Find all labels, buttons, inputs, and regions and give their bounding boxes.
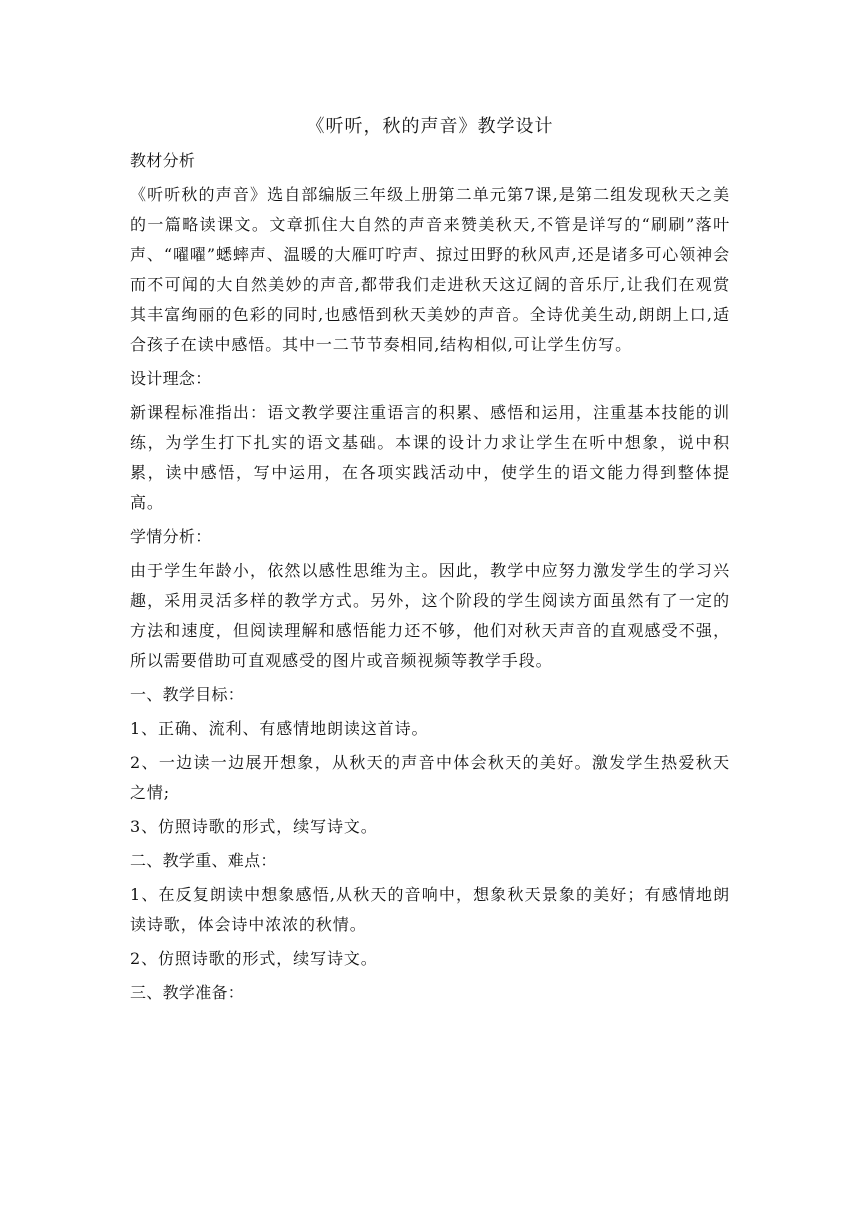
document-title: 《听听，秋的声音》教学设计 bbox=[306, 116, 554, 137]
heading-student-analysis: 学情分析： bbox=[130, 527, 212, 546]
paragraph-textbook-analysis: 《听听秋的声音》选自部编版三年级上册第二单元第7课,是第二组发现秋天之美的一篇略读课文。文章抓住大自然的声音来赞美秋天,不管是详写的“刷刷”落叶声、“嚁嚁”蟋蟀声、温暖的大雁叮咛声、掠过田野的秋风声,还是诸多可心领神会而不可闻的大自然美妙的声音,都带我们走进秋天这辽阔的音乐厅,让我们在观赏其丰富绚丽的色彩的同时,也感悟到秋天美妙的声音。全诗优美生动,朗朗上口,适合孩子在读中感悟。其中一二节节奏相同,结构相似,可让学生仿写。 bbox=[130, 185, 730, 354]
paragraph-design-concept: 新课程标准指出：语文教学要注重语言的积累、感悟和运用，注重基本技能的训练，为学生打下扎实的语文基础。本课的设计力求让学生在听中想象，说中积累，读中感悟，写中运用，在各项实践活动中，使学生的语文能力得到整体提高。 bbox=[130, 403, 730, 512]
goal-item-3: 3、仿照诗歌的形式，续写诗文。 bbox=[130, 817, 378, 836]
key-point-item-1: 1、在反复朗读中想象感悟,从秋天的音响中，想象秋天景象的美好；有感情地朗读诗歌，体会诗中浓浓的秋情。 bbox=[130, 885, 730, 934]
document-body bbox=[130, 112, 730, 1012]
goal-item-2: 2、一边读一边展开想象，从秋天的声音中体会秋天的美好。激发学生热爱秋天之情; bbox=[130, 753, 730, 802]
goal-item-1: 1、正确、流利、有感情地朗读这首诗。 bbox=[130, 719, 429, 738]
heading-key-points: 二、教学重、难点： bbox=[130, 851, 277, 870]
key-point-item-2: 2、仿照诗歌的形式，续写诗文。 bbox=[130, 949, 378, 968]
heading-design-concept: 设计理念： bbox=[130, 369, 212, 388]
heading-teaching-preparation: 三、教学准备： bbox=[130, 983, 245, 1002]
heading-textbook-analysis: 教材分析 bbox=[130, 151, 196, 170]
heading-teaching-goals: 一、教学目标： bbox=[130, 685, 245, 704]
paragraph-student-analysis: 由于学生年龄小，依然以感性思维为主。因此，教学中应努力激发学生的学习兴趣，采用灵活多样的教学方式。另外，这个阶段的学生阅读方面虽然有了一定的方法和速度，但阅读理解和感悟能力还不够，他们对秋天声音的直观感受不强，所以需要借助可直观感受的图片或音频视频等教学手段。 bbox=[130, 561, 730, 670]
